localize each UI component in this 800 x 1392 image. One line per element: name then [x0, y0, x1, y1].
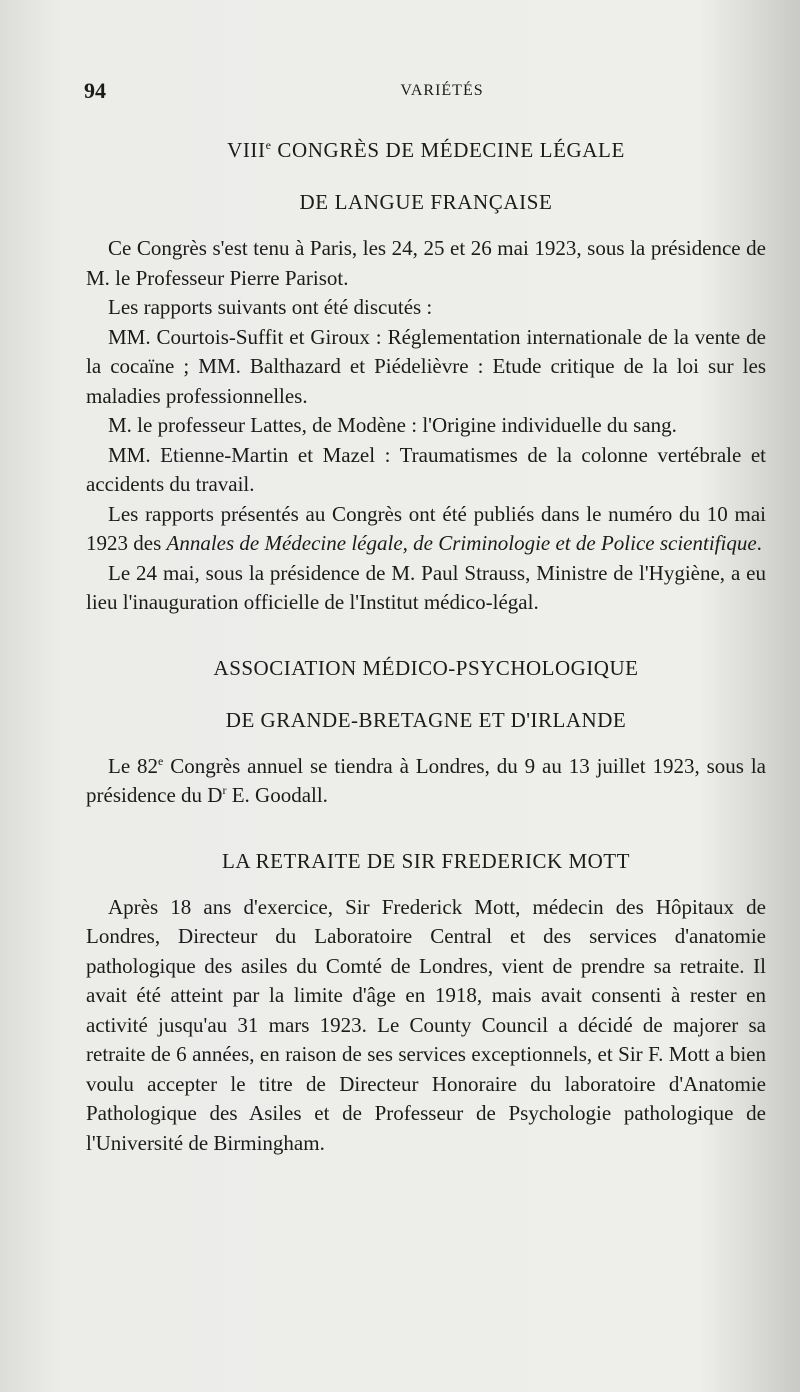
paragraph [86, 752, 766, 811]
paragraph-text: Le 82 [108, 753, 159, 778]
section-title-line: LA RETRAITE DE SIR FREDERICK MOTT [222, 848, 630, 873]
paragraph: Le 24 mai, sous la présidence de M. Paul Strauss, Ministre de l'Hygiène, a eu lieu l'inauguration officielle de l'Institut médico-légal. [86, 560, 766, 614]
paragraph: M. le professeur Lattes, de Modène : l'Origine individuelle du sang. [108, 413, 677, 437]
paragraph: MM. Etienne-Martin et Mazel : Traumatismes de la colonne vertébrale et accidents du travail. [86, 442, 766, 496]
paragraph-text: . [756, 531, 762, 555]
section-title-line: ASSOCIATION MÉDICO-PSYCHOLOGIQUE [213, 655, 639, 680]
superscript: e [158, 753, 164, 768]
paragraph: MM. Courtois-Suffit et Giroux : Réglementation internationale de la vente de la cocaïne ; MM. Balthazard et Piédelièvre : Etude critique de la loi sur les maladies professionnelles. [86, 324, 766, 408]
paragraph-text: Les rapports présentés au Congrès ont été publiés dans le numéro du 10 mai 1923 des [86, 501, 766, 555]
section-congres-medecine-legale [86, 130, 766, 618]
paragraph: Après 18 ans d'exercice, Sir Frederick Mott, médecin des Hôpitaux de Londres, Directeur du Laboratoire Central et des services d'anatomie pathologique des asiles du Comté de Londres, vient de prendre sa retraite. Il avait été atteint par la limite d'âge en 1918, mais avait consenti à rester en activité jusqu'au 31 mars 1923. Le County Council a décidé de majorer sa retraite de 6 années, en raison de ses services exceptionnels, et Sir F. Mott a bien voulu accepter le titre de Directeur Honoraire du laboratoire d'Anatomie Pathologique des Asiles et de Professeur de Psychologie pathologique de l'Université de Birmingham. [86, 894, 766, 1155]
section-association-medico-psychologique [86, 648, 766, 811]
title-roman-numeral: VIII [227, 138, 266, 162]
running-title: VARIÉTÉS [400, 82, 484, 99]
page-content [86, 130, 766, 1188]
running-head [84, 78, 760, 108]
section-retraite-frederick-mott [86, 841, 766, 1159]
paragraph: Les rapports suivants ont été discutés : [108, 295, 433, 319]
section-title-line: DE GRANDE-BRETAGNE ET D'IRLANDE [225, 707, 627, 732]
title-superscript: e [265, 138, 272, 152]
paragraph-text: E. Goodall. [226, 783, 328, 807]
paragraph: Ce Congrès s'est tenu à Paris, les 24, 25 et 26 mai 1923, sous la présidence de M. le Professeur Pierre Parisot. [86, 236, 766, 290]
paragraph-text: Congrès annuel se tiendra à Londres, du 9 au 13 juillet 1923, sous la présidence du D [86, 753, 767, 807]
section-title-line [86, 130, 766, 170]
paragraph [86, 500, 766, 559]
section-title-line: DE LANGUE FRANÇAISE [299, 190, 553, 214]
superscript: r [222, 783, 227, 797]
title-text: CONGRÈS DE MÉDECINE LÉGALE [271, 138, 625, 162]
journal-title: Annales de Médecine légale, de Criminologie et de Police scientifique [166, 531, 757, 555]
page-number: 94 [84, 78, 106, 103]
